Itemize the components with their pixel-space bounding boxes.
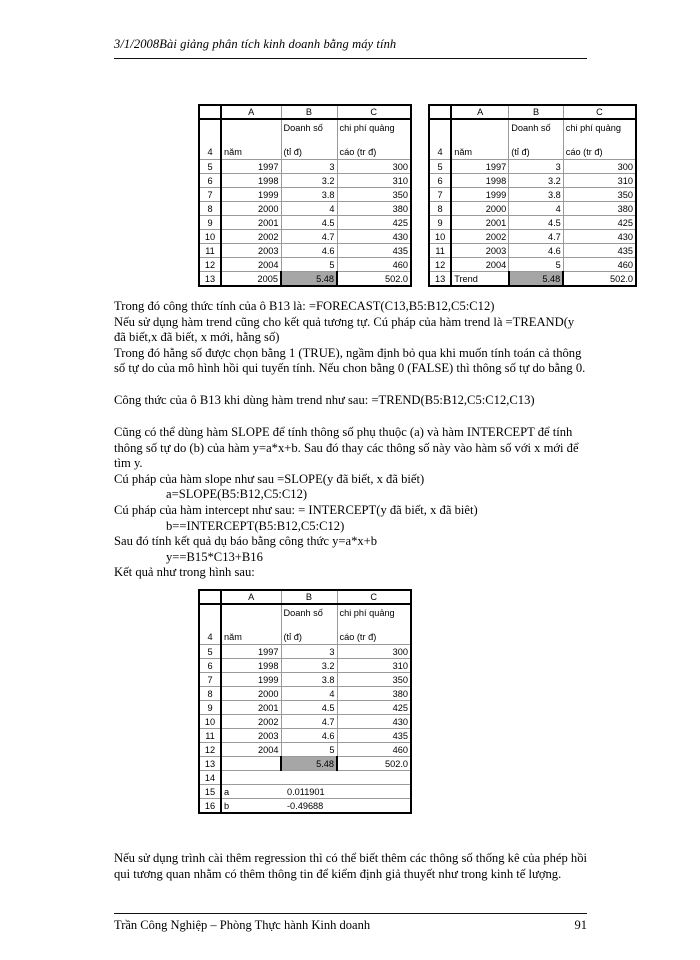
cell-c: 350 bbox=[337, 673, 411, 687]
cell-a: 2004 bbox=[451, 258, 509, 272]
cell-b: 5 bbox=[509, 258, 564, 272]
cell-a: 1999 bbox=[221, 188, 281, 202]
col-head-a: A bbox=[451, 105, 509, 119]
cell-b: 3.8 bbox=[281, 188, 337, 202]
cell-c: 350 bbox=[337, 188, 411, 202]
header-rule bbox=[114, 58, 587, 59]
header-cell-c bbox=[337, 119, 411, 160]
row-number: 6 bbox=[429, 174, 451, 188]
paragraph-block-2 bbox=[114, 393, 588, 409]
cell-b: 3.2 bbox=[509, 174, 564, 188]
cell-a: 2001 bbox=[221, 216, 281, 230]
para-forecast-formula-line: y==B15*C13+B16 bbox=[166, 549, 263, 564]
row-number: 9 bbox=[429, 216, 451, 230]
cell-c: 430 bbox=[563, 230, 636, 244]
table-row bbox=[429, 258, 636, 272]
cell-a: 1998 bbox=[221, 174, 281, 188]
table-row bbox=[429, 202, 636, 216]
table-row bbox=[199, 757, 411, 771]
header-cell-b bbox=[509, 119, 564, 160]
coefficient-value: -0.49688 bbox=[281, 799, 411, 814]
cell-a: 1999 bbox=[221, 673, 281, 687]
spreadsheet-table-trend bbox=[428, 104, 637, 287]
header-cell-b-line2: (tỉ đ) bbox=[511, 147, 530, 157]
table-row bbox=[429, 160, 636, 174]
cell-c: 502.0 bbox=[563, 272, 636, 287]
col-head-c: C bbox=[563, 105, 636, 119]
cell-a: 1997 bbox=[221, 645, 281, 659]
row-number: 10 bbox=[429, 230, 451, 244]
col-corner bbox=[199, 105, 221, 119]
para-slope-intercept-intro: Cũng có thể dùng hàm SLOPE để tính thông số phụ thuộc (a) và hàm INTERCEPT để tính thông số tự do (b) của hàm y=a*x+b. Sau đó thay các thông số này vào hàm số với x mới để tìm y. bbox=[114, 425, 579, 471]
paragraph-block-4 bbox=[114, 851, 588, 882]
cell-a: 2004 bbox=[221, 258, 281, 272]
cell-a: 2001 bbox=[451, 216, 509, 230]
table-column-header-row bbox=[199, 590, 411, 604]
row-number: 11 bbox=[199, 244, 221, 258]
table-row bbox=[429, 272, 636, 287]
cell-b: 4 bbox=[281, 687, 337, 701]
cell-a: 2003 bbox=[221, 244, 281, 258]
para-slope-syntax: Cú pháp của hàm slope như sau =SLOPE(y đã biết, x đã biết) bbox=[114, 471, 425, 486]
cell-b: 3.8 bbox=[509, 188, 564, 202]
table-row bbox=[199, 771, 411, 785]
spreadsheet-table-slope-intercept bbox=[198, 589, 412, 814]
cell-c: 430 bbox=[337, 715, 411, 729]
cell-b: 3 bbox=[509, 160, 564, 174]
cell-a: 2005 bbox=[221, 272, 281, 287]
table-row bbox=[199, 230, 411, 244]
row-number: 10 bbox=[199, 715, 221, 729]
row-number: 10 bbox=[199, 230, 221, 244]
para-intercept-syntax: Cú pháp của hàm intercept như sau: = INTERCEPT(y đã biết, x đã biêt) bbox=[114, 502, 478, 517]
header-cell-c-line2: cáo (tr đ) bbox=[339, 632, 377, 642]
para-trend-syntax: Nếu sử dụng hàm trend cũng cho kết quả tương tự. Cú pháp của hàm trend là =TREAND(y đã biết,x đã biết, x mới, hằng số) bbox=[114, 314, 575, 345]
row-number: 7 bbox=[429, 188, 451, 202]
row-number: 12 bbox=[199, 258, 221, 272]
col-head-c: C bbox=[337, 590, 411, 604]
cell-a: 1999 bbox=[451, 188, 509, 202]
cell-a: 2000 bbox=[451, 202, 509, 216]
row-number: 4 bbox=[199, 119, 221, 160]
row-number: 12 bbox=[199, 743, 221, 757]
header-cell-c bbox=[337, 604, 411, 645]
table-row bbox=[199, 729, 411, 743]
cell-a: 2002 bbox=[221, 715, 281, 729]
table-row bbox=[199, 743, 411, 757]
coefficient-label bbox=[221, 771, 281, 785]
header-cell-b bbox=[281, 604, 337, 645]
cell-b: 5.48 bbox=[281, 757, 337, 771]
coefficient-value: 0.011901 bbox=[281, 785, 411, 799]
cell-c: 350 bbox=[563, 188, 636, 202]
cell-c: 502.0 bbox=[337, 272, 411, 287]
row-number: 13 bbox=[429, 272, 451, 287]
cell-c: 310 bbox=[563, 174, 636, 188]
table-row bbox=[199, 174, 411, 188]
cell-a: 2004 bbox=[221, 743, 281, 757]
row-number: 4 bbox=[199, 604, 221, 645]
col-corner bbox=[199, 590, 221, 604]
header-cell-b bbox=[281, 119, 337, 160]
header-cell-b-line2: (tỉ đ) bbox=[283, 147, 302, 157]
row-number: 16 bbox=[199, 799, 221, 814]
header-cell-c-line2: cáo (tr đ) bbox=[339, 147, 377, 157]
col-head-b: B bbox=[281, 105, 337, 119]
table-row bbox=[429, 244, 636, 258]
col-head-a: A bbox=[221, 590, 281, 604]
cell-a: 2003 bbox=[221, 729, 281, 743]
cell-c: 430 bbox=[337, 230, 411, 244]
table-column-header-row bbox=[429, 105, 636, 119]
cell-c: 425 bbox=[337, 216, 411, 230]
table-body bbox=[199, 160, 411, 287]
col-head-a: A bbox=[221, 105, 281, 119]
row-number: 9 bbox=[199, 701, 221, 715]
row-number: 7 bbox=[199, 673, 221, 687]
cell-b: 3.2 bbox=[281, 659, 337, 673]
cell-b: 4.5 bbox=[281, 216, 337, 230]
table-header-row-4 bbox=[429, 119, 636, 160]
table-header-row-4 bbox=[199, 604, 411, 645]
table-row bbox=[199, 687, 411, 701]
footer-author: Trần Công Nghiệp – Phòng Thực hành Kinh doanh bbox=[114, 918, 371, 932]
cell-b: 4.5 bbox=[509, 216, 564, 230]
header-cell-b-line1: Doanh số bbox=[283, 123, 323, 133]
table-row bbox=[199, 272, 411, 287]
cell-c: 300 bbox=[563, 160, 636, 174]
row-number: 4 bbox=[429, 119, 451, 160]
cell-a: 2002 bbox=[221, 230, 281, 244]
row-number: 5 bbox=[429, 160, 451, 174]
header-cell-c-line1: chi phí quảng bbox=[565, 123, 621, 133]
table-row bbox=[199, 216, 411, 230]
cell-c: 460 bbox=[563, 258, 636, 272]
cell-b: 4.7 bbox=[509, 230, 564, 244]
header-cell-c-line1: chi phí quảng bbox=[339, 123, 395, 133]
cell-c: 502.0 bbox=[337, 757, 411, 771]
cell-b: 4.7 bbox=[281, 230, 337, 244]
row-number: 8 bbox=[429, 202, 451, 216]
cell-c: 300 bbox=[337, 645, 411, 659]
cell-a: Trend bbox=[451, 272, 509, 287]
para-constant-note: Trong đó hằng số được chọn bằng 1 (TRUE), ngầm định bỏ qua khi muốn tính toán cả thông số tự do của mô hình hồi qui tuyến tính. Nếu chon bằng 0 (FALSE) thì thông số tự do bằng 0. bbox=[114, 345, 586, 376]
cell-c: 460 bbox=[337, 258, 411, 272]
header-cell-c bbox=[563, 119, 636, 160]
table-row bbox=[199, 673, 411, 687]
header-cell-c-line2: cáo (tr đ) bbox=[565, 147, 603, 157]
col-head-b: B bbox=[509, 105, 564, 119]
cell-b: 4.7 bbox=[281, 715, 337, 729]
row-number: 6 bbox=[199, 174, 221, 188]
cell-b: 3 bbox=[281, 645, 337, 659]
table-coefficient-rows bbox=[199, 771, 411, 814]
header-cell-b-line2: (tỉ đ) bbox=[283, 632, 302, 642]
cell-a: 2002 bbox=[451, 230, 509, 244]
row-number: 5 bbox=[199, 160, 221, 174]
row-number: 13 bbox=[199, 757, 221, 771]
cell-a: 2000 bbox=[221, 202, 281, 216]
table-row bbox=[199, 645, 411, 659]
table-row bbox=[429, 188, 636, 202]
row-number: 15 bbox=[199, 785, 221, 799]
cell-b: 4.6 bbox=[281, 244, 337, 258]
table-column-header-row bbox=[199, 105, 411, 119]
row-number: 9 bbox=[199, 216, 221, 230]
col-corner bbox=[429, 105, 451, 119]
col-head-b: B bbox=[281, 590, 337, 604]
paragraph-block-1 bbox=[114, 299, 588, 377]
cell-b: 4.5 bbox=[281, 701, 337, 715]
row-number: 5 bbox=[199, 645, 221, 659]
cell-c: 460 bbox=[337, 743, 411, 757]
paragraph-block-3 bbox=[114, 425, 588, 581]
coefficient-value bbox=[281, 771, 411, 785]
cell-c: 380 bbox=[563, 202, 636, 216]
cell-b: 4.6 bbox=[509, 244, 564, 258]
cell-a: 2003 bbox=[451, 244, 509, 258]
table-row bbox=[199, 202, 411, 216]
cell-c: 435 bbox=[563, 244, 636, 258]
page-header bbox=[114, 37, 586, 52]
table-row bbox=[199, 715, 411, 729]
table-body bbox=[199, 645, 411, 771]
row-number: 13 bbox=[199, 272, 221, 287]
page-footer bbox=[114, 917, 587, 933]
cell-b: 5 bbox=[281, 743, 337, 757]
footer-page-number: 91 bbox=[574, 918, 587, 932]
para-intercept-formula: b==INTERCEPT(B5:B12,C5:C12) bbox=[166, 518, 345, 533]
coefficient-label: b bbox=[221, 799, 281, 814]
table-row bbox=[199, 785, 411, 799]
cell-a: 1998 bbox=[221, 659, 281, 673]
cell-c: 435 bbox=[337, 729, 411, 743]
row-number: 11 bbox=[429, 244, 451, 258]
table-row bbox=[429, 174, 636, 188]
cell-a: 1997 bbox=[451, 160, 509, 174]
header-cell-a: năm bbox=[221, 604, 281, 645]
cell-b: 4 bbox=[281, 202, 337, 216]
cell-c: 300 bbox=[337, 160, 411, 174]
footer-rule bbox=[114, 913, 587, 914]
cell-b: 3.8 bbox=[281, 673, 337, 687]
cell-b: 5.48 bbox=[509, 272, 564, 287]
coefficient-label: a bbox=[221, 785, 281, 799]
para-forecast-intro: Sau đó tính kết quả dụ báo bằng công thức y=a*x+b bbox=[114, 534, 378, 549]
cell-c: 435 bbox=[337, 244, 411, 258]
table-row bbox=[199, 244, 411, 258]
cell-a bbox=[221, 757, 281, 771]
cell-c: 425 bbox=[563, 216, 636, 230]
para-slope-formula: a=SLOPE(B5:B12,C5:C12) bbox=[166, 487, 308, 502]
para-result-caption: Kết quả như trong hình sau: bbox=[114, 565, 255, 580]
cell-a: 1997 bbox=[221, 160, 281, 174]
page-header-text: 3/1/2008Bài giảng phân tích kinh doanh bằng máy tính bbox=[114, 37, 397, 51]
cell-b: 3 bbox=[281, 160, 337, 174]
row-number: 6 bbox=[199, 659, 221, 673]
cell-a: 2001 bbox=[221, 701, 281, 715]
cell-b: 4.6 bbox=[281, 729, 337, 743]
para-trend-formula: Công thức của ô B13 khi dùng hàm trend như sau: =TREND(B5:B12,C5:C12,C13) bbox=[114, 393, 535, 407]
header-cell-a: năm bbox=[221, 119, 281, 160]
col-head-c: C bbox=[337, 105, 411, 119]
row-number: 14 bbox=[199, 771, 221, 785]
table-row bbox=[199, 160, 411, 174]
table-row bbox=[199, 659, 411, 673]
table-header-row-4 bbox=[199, 119, 411, 160]
cell-c: 425 bbox=[337, 701, 411, 715]
header-cell-b-line1: Doanh số bbox=[283, 608, 323, 618]
row-number: 8 bbox=[199, 687, 221, 701]
cell-c: 380 bbox=[337, 202, 411, 216]
cell-b: 5 bbox=[281, 258, 337, 272]
cell-c: 310 bbox=[337, 659, 411, 673]
table-row bbox=[199, 188, 411, 202]
table-row bbox=[199, 701, 411, 715]
row-number: 11 bbox=[199, 729, 221, 743]
cell-c: 380 bbox=[337, 687, 411, 701]
row-number: 12 bbox=[429, 258, 451, 272]
header-cell-b-line1: Doanh số bbox=[511, 123, 551, 133]
table-row bbox=[429, 230, 636, 244]
row-number: 7 bbox=[199, 188, 221, 202]
cell-b: 4 bbox=[509, 202, 564, 216]
table-body bbox=[429, 160, 636, 287]
cell-b: 5.48 bbox=[281, 272, 337, 287]
para-forecast-formula: Trong đó công thức tính của ô B13 là: =FORECAST(C13,B5:B12,C5:C12) bbox=[114, 299, 495, 313]
table-row bbox=[429, 216, 636, 230]
cell-b: 3.2 bbox=[281, 174, 337, 188]
cell-c: 310 bbox=[337, 174, 411, 188]
header-cell-c-line1: chi phí quảng bbox=[339, 608, 395, 618]
cell-a: 2000 bbox=[221, 687, 281, 701]
header-cell-a: năm bbox=[451, 119, 509, 160]
row-number: 8 bbox=[199, 202, 221, 216]
para-regression-note: Nếu sử dụng trình cài thêm regression thì có thể biết thêm các thông số thống kê của phép hồi qui tương quan nhằm có thêm thông tin để kiểm định giả thuyết như trong kinh tế lượng. bbox=[114, 851, 588, 881]
table-row bbox=[199, 258, 411, 272]
spreadsheet-table-forecast bbox=[198, 104, 412, 287]
table-row bbox=[199, 799, 411, 814]
cell-a: 1998 bbox=[451, 174, 509, 188]
